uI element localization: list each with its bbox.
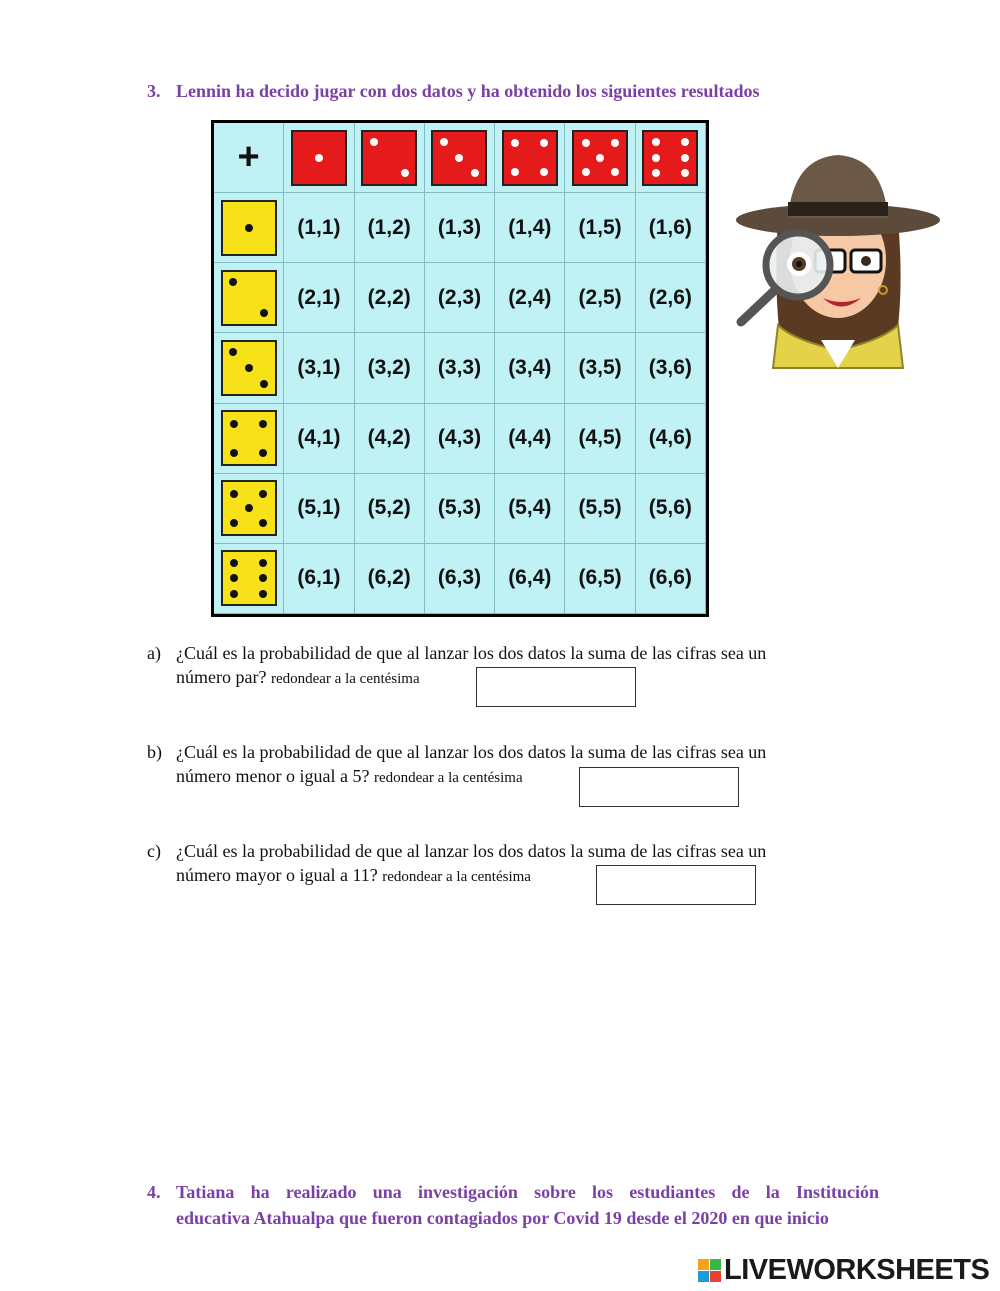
outcome-cell: (3,6) [636,333,706,403]
die-pip [540,139,548,147]
outcome-cell: (3,1) [284,333,354,403]
die-pip [229,278,237,286]
outcome-cell: (1,3) [425,193,495,263]
outcome-cell: (2,3) [425,263,495,333]
die-pip [596,154,604,162]
outcome-cell: (5,6) [636,474,706,544]
die-pip [260,309,268,317]
die-pip [582,168,590,176]
question-4-line1: Tatiana ha realizado una investigación sobre los estudiantes de la Institución [176,1182,879,1202]
yellow-die-2-icon [221,270,277,326]
question-3-title [147,81,759,102]
outcome-cell: (6,5) [565,544,635,614]
die-pip [230,590,238,598]
yellow-die-2-icon-cell [214,263,284,333]
red-die-2-icon [361,130,417,186]
die-pip [259,420,267,428]
die-pip [611,168,619,176]
outcome-cell: (2,5) [565,263,635,333]
die-pip [259,574,267,582]
question-a-line2: número par? [176,667,267,687]
yellow-die-4-icon-cell [214,404,284,474]
outcome-cell: (5,5) [565,474,635,544]
question-c-line2: número mayor o igual a 11? [176,865,378,885]
question-b-line1: ¿Cuál es la probabilidad de que al lanzar los dos datos la suma de las cifras sea un [176,742,767,762]
red-die-1-icon-cell [284,123,354,193]
outcome-cell: (6,4) [495,544,565,614]
die-pip [511,139,519,147]
outcome-cell: (6,6) [636,544,706,614]
question-c-line1: ¿Cuál es la probabilidad de que al lanzar los dos datos la suma de las cifras sea un [176,841,767,861]
die-pip [681,154,689,162]
yellow-die-1-icon [221,200,277,256]
red-die-5-icon-cell [565,123,635,193]
question-3-number: 3. [147,81,161,101]
die-pip [230,574,238,582]
die-pip [259,590,267,598]
die-pip [652,154,660,162]
outcome-cell: (5,1) [284,474,354,544]
liveworksheets-logo-text: LIVEWORKSHEETS [724,1253,990,1286]
die-pip [315,154,323,162]
red-die-3-icon-cell [425,123,495,193]
die-pip [259,449,267,457]
die-pip [540,168,548,176]
die-pip [455,154,463,162]
die-pip [652,169,660,177]
die-pip [370,138,378,146]
yellow-die-4-icon [221,410,277,466]
outcome-cell: (6,3) [425,544,495,614]
outcome-cell: (2,6) [636,263,706,333]
question-b-hint: redondear a la centésima [373,770,523,786]
red-die-6-icon-cell [636,123,706,193]
outcome-cell: (1,2) [355,193,425,263]
die-pip [230,559,238,567]
question-a-line1: ¿Cuál es la probabilidad de que al lanzar los dos datos la suma de las cifras sea un [176,643,767,663]
die-pip [245,364,253,372]
question-c-hint: redondear a la centésima [382,869,531,885]
outcome-cell: (1,1) [284,193,354,263]
question-b-letter: b) [147,742,162,762]
die-pip [681,138,689,146]
answer-input-b[interactable] [579,767,739,807]
die-pip [230,490,238,498]
outcome-cell: (3,5) [565,333,635,403]
yellow-die-5-icon [221,480,277,536]
outcome-cell: (6,1) [284,544,354,614]
outcome-cell: (5,4) [495,474,565,544]
outcome-cell: (4,3) [425,404,495,474]
dice-outcomes-table [211,120,709,617]
die-pip [440,138,448,146]
outcome-cell: (4,1) [284,404,354,474]
question-a-hint: redondear a la centésima [270,671,420,687]
die-pip [401,169,409,177]
liveworksheets-logo[interactable] [698,1253,989,1287]
outcome-cell: (2,4) [495,263,565,333]
red-die-6-icon [642,130,698,186]
outcome-cell: (3,3) [425,333,495,403]
yellow-die-3-icon [221,340,277,396]
die-pip [260,380,268,388]
answer-input-c[interactable] [596,865,756,905]
die-pip [245,224,253,232]
die-pip [652,138,660,146]
die-pip [582,139,590,147]
red-die-2-icon-cell [355,123,425,193]
question-4 [147,1179,879,1231]
outcome-cell: (1,5) [565,193,635,263]
outcome-cell: (6,2) [355,544,425,614]
outcome-cell: (4,2) [355,404,425,474]
red-die-1-icon [291,130,347,186]
red-die-5-icon [572,130,628,186]
liveworksheets-logo-icon [698,1259,721,1282]
question-4-number: 4. [147,1182,161,1202]
outcome-cell: (2,1) [284,263,354,333]
red-die-3-icon [431,130,487,186]
die-pip [259,490,267,498]
outcome-cell: (5,2) [355,474,425,544]
die-pip [230,420,238,428]
yellow-die-1-icon-cell [214,193,284,263]
outcome-cell: (3,4) [495,333,565,403]
die-pip [230,519,238,527]
outcome-cell: (4,4) [495,404,565,474]
die-pip [259,519,267,527]
yellow-die-6-icon [221,550,277,606]
yellow-die-5-icon-cell [214,474,284,544]
red-die-4-icon [502,130,558,186]
outcome-cell: (1,6) [636,193,706,263]
die-pip [245,504,253,512]
yellow-die-6-icon-cell [214,544,284,614]
answer-input-a[interactable] [476,667,636,707]
outcome-cell: (3,2) [355,333,425,403]
yellow-die-3-icon-cell [214,333,284,403]
question-b-line2: número menor o igual a 5? [176,766,370,786]
die-pip [230,449,238,457]
question-c-letter: c) [147,841,161,861]
table-corner-plus: + [214,123,284,193]
outcome-cell: (1,4) [495,193,565,263]
die-pip [471,169,479,177]
die-pip [259,559,267,567]
die-pip [511,168,519,176]
outcome-cell: (4,6) [636,404,706,474]
die-pip [681,169,689,177]
die-pip [229,348,237,356]
outcome-cell: (5,3) [425,474,495,544]
red-die-4-icon-cell [495,123,565,193]
detective-avatar-icon [733,150,943,370]
die-pip [611,139,619,147]
question-3-text: Lennin ha decido jugar con dos datos y ha obtenido los siguientes resultados [176,81,760,101]
question-4-line2: educativa Atahualpa que fueron contagiados por Covid 19 desde el 2020 en que inicio [176,1208,829,1228]
question-a-letter: a) [147,643,161,663]
outcome-cell: (2,2) [355,263,425,333]
outcome-cell: (4,5) [565,404,635,474]
